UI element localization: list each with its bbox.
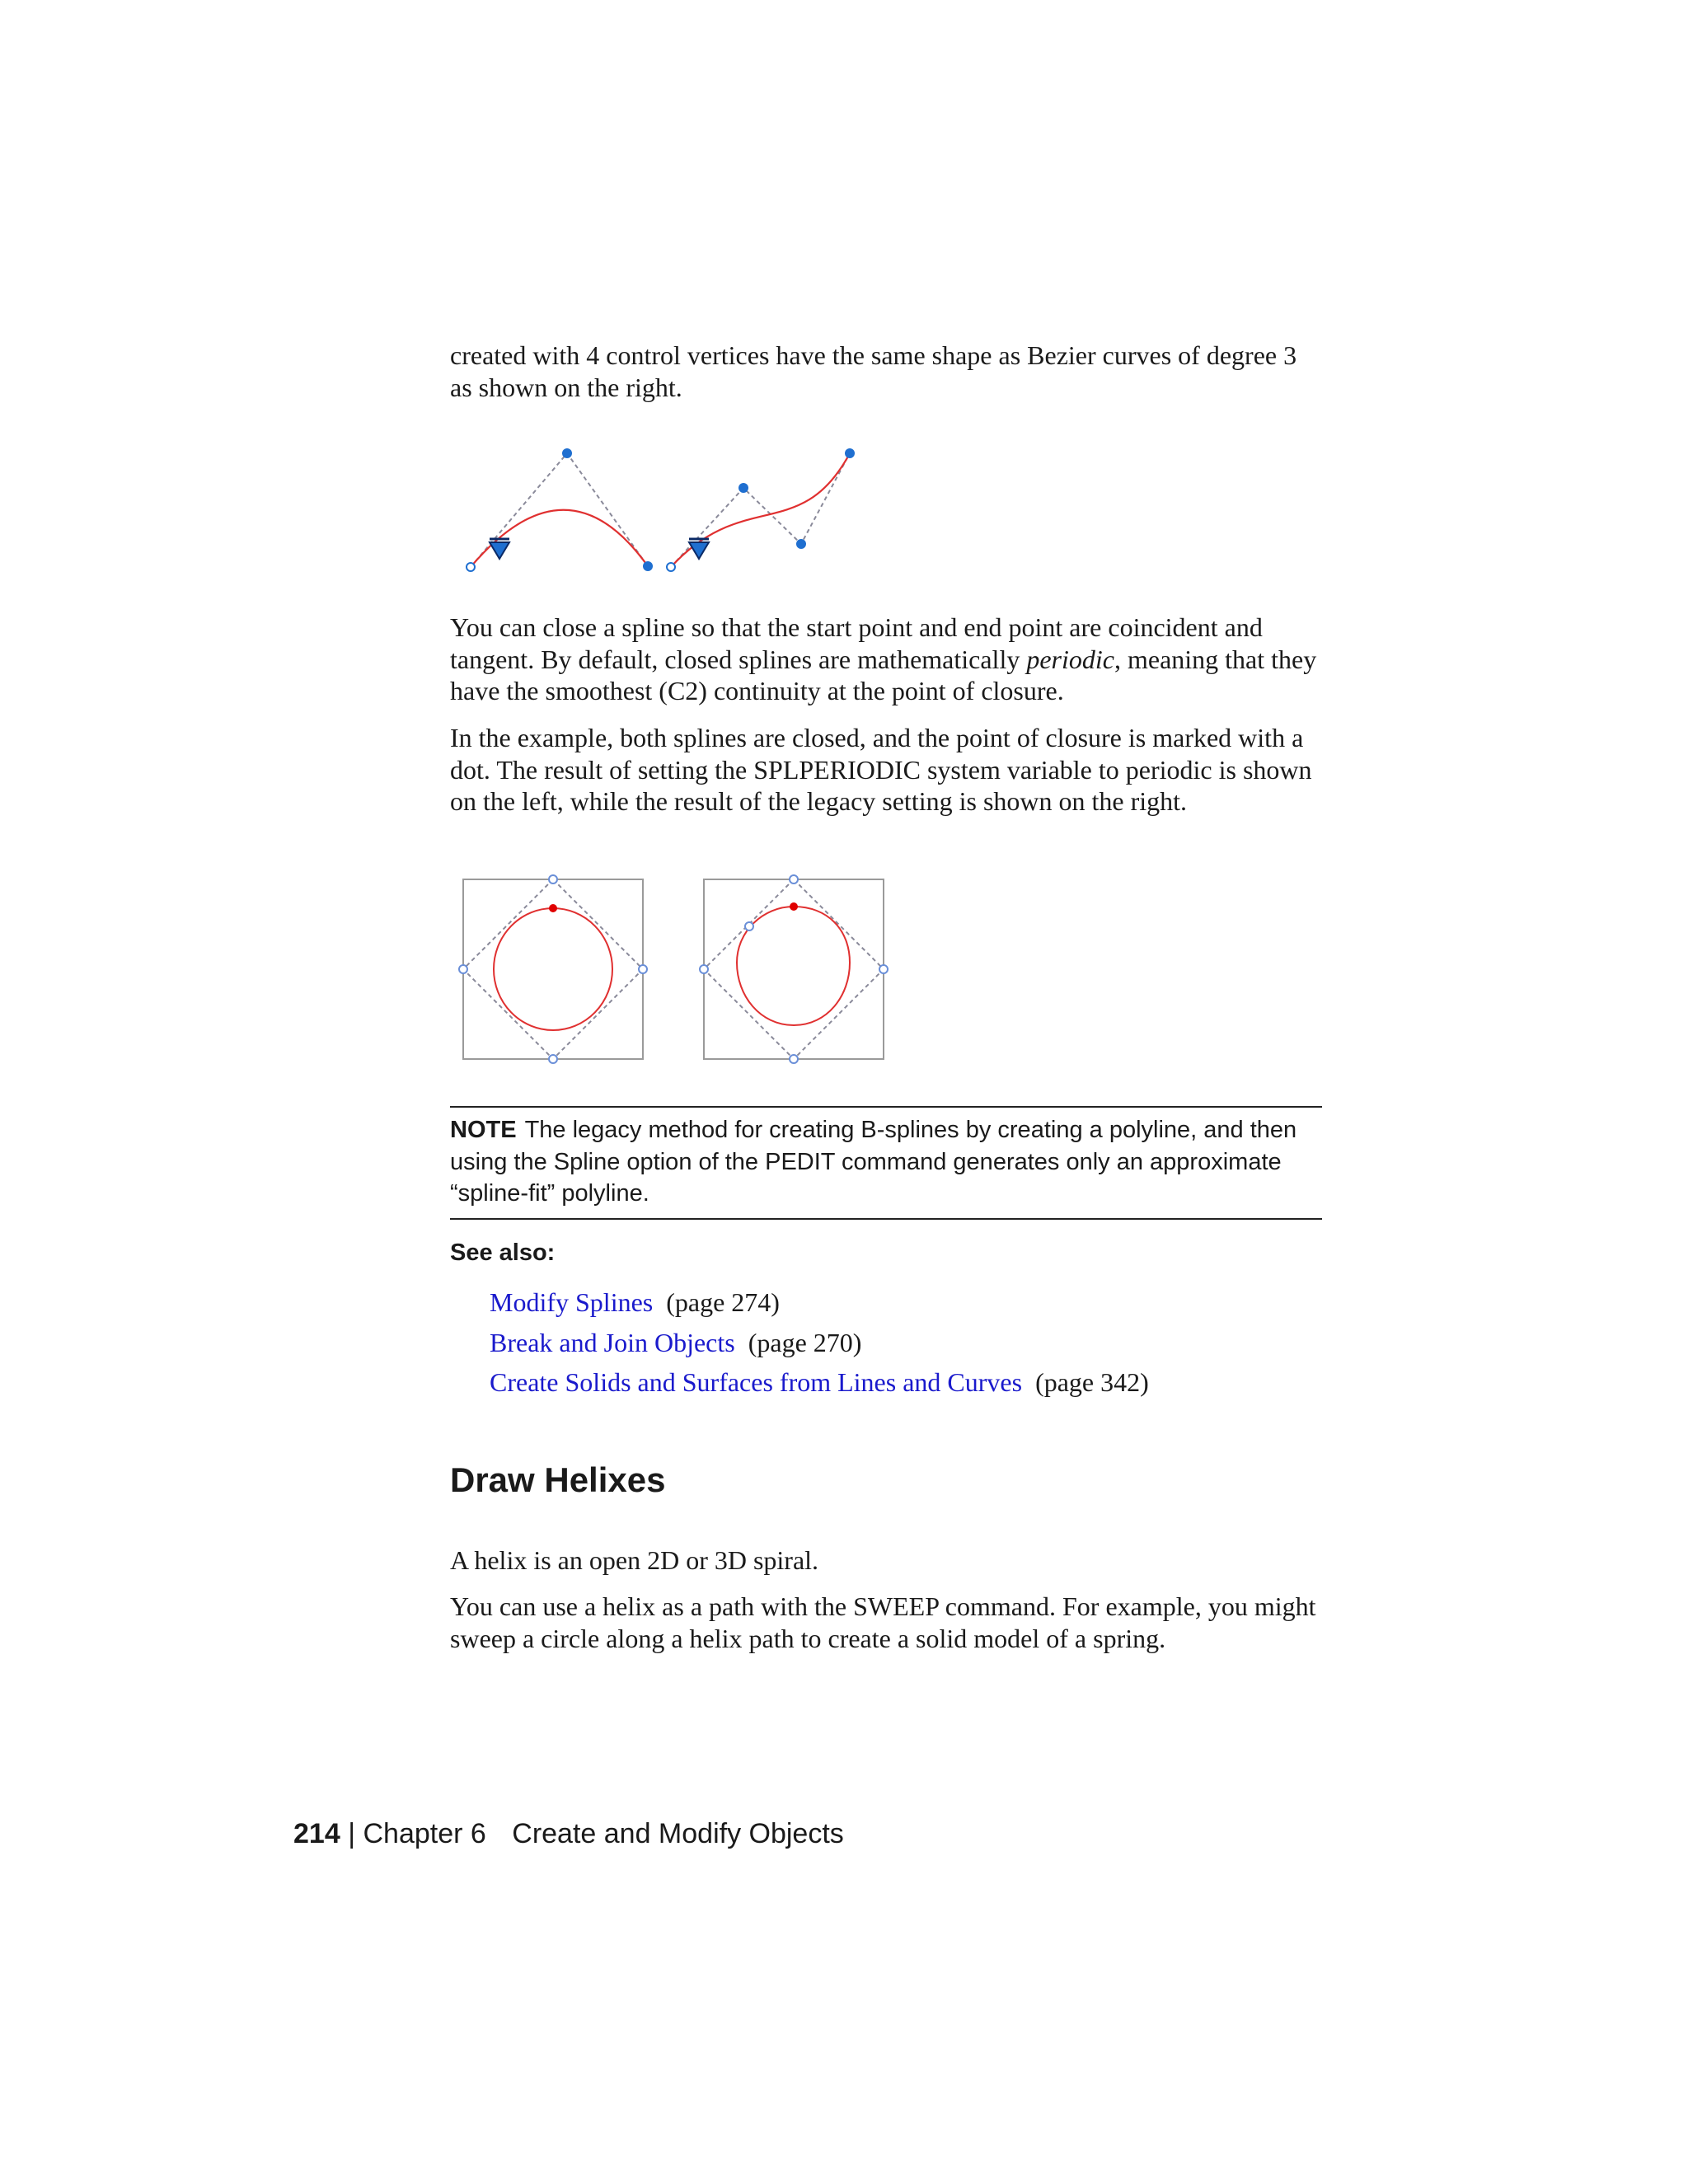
paragraph-closing-splines: You can close a spline so that the start point and end point are coincident and tangent. By default, closed splines are mathematically periodic, meaning that they have the smoothest (C2) continuity at the point of closure. [450,612,1317,705]
page-footer [293,1818,844,1850]
link-break-and-join-objects[interactable]: Break and Join Objects [490,1327,735,1357]
chapter-label: Chapter 6 [363,1818,486,1849]
figure-open-splines [465,442,893,582]
control-point-icon [549,1055,557,1063]
spline-degree-example-left [467,448,653,571]
see-also-list [490,1282,1149,1403]
link-modify-splines[interactable]: Modify Splines [490,1287,654,1317]
control-point-icon [790,875,798,883]
control-point-icon [879,965,888,973]
paragraph-bezier-note: created with 4 control vertices have the same shape as Bezier curves of degree 3 as shown on the right. [450,340,1297,402]
start-point-icon [467,563,475,571]
footer-separator: | [348,1818,356,1849]
paragraph-closure-example: In the example, both splines are closed, and the point of closure is marked with a dot. The result of setting the SPLPERIODIC system variable to periodic is shown on the left, while the result of the legacy setting is shown on the right. [450,723,1312,816]
control-point-icon [549,875,557,883]
see-also-item [490,1362,1149,1403]
note-text: The legacy method for creating B-splines by creating a polyline, and then using the Spline option of the PEDIT command generates only an approximate “spline-fit” polyline. [450,1117,1297,1207]
note-box [450,1106,1322,1220]
page-reference: (page 270) [748,1327,862,1357]
see-also-item [490,1282,1149,1323]
figure-closed-splines [458,872,903,1078]
see-also-label: See also: [450,1240,556,1266]
control-point-icon [643,561,653,571]
closure-dot-icon [549,904,557,912]
control-point-icon [745,922,753,930]
grip-triangle-icon [490,542,509,559]
section-heading: Draw Helixes [450,1460,666,1499]
control-point-icon [796,539,806,549]
spline-degree-example-right [667,448,855,571]
closed-spline-periodic [459,875,647,1063]
page-number: 214 [293,1818,340,1849]
control-point-icon [700,965,708,973]
page-reference: (page 342) [1035,1367,1149,1397]
paragraph-helix-sweep: You can use a helix as a path with the SWEEP command. For example, you might sweep a circle along a helix path to create a solid model of a spring. [450,1591,1316,1653]
page-reference: (page 274) [666,1287,780,1317]
closure-dot-icon [790,902,798,911]
control-point-icon [459,965,467,973]
closed-spline-legacy [700,875,888,1063]
note-label: NOTE [450,1117,517,1143]
link-create-solids-and-surfaces[interactable]: Create Solids and Surfaces from Lines and Curves [490,1367,1023,1397]
control-point-icon [639,965,647,973]
control-point-icon [845,448,855,458]
paragraph-helix-definition: A helix is an open 2D or 3D spiral. [450,1545,819,1575]
see-also-item [490,1323,1149,1363]
control-point-icon [790,1055,798,1063]
chapter-title: Create and Modify Objects [512,1818,844,1849]
start-point-icon [667,563,675,571]
grip-triangle-icon [689,542,709,559]
control-point-icon [562,448,572,458]
term-periodic: periodic [1026,644,1114,674]
control-point-icon [738,483,748,493]
